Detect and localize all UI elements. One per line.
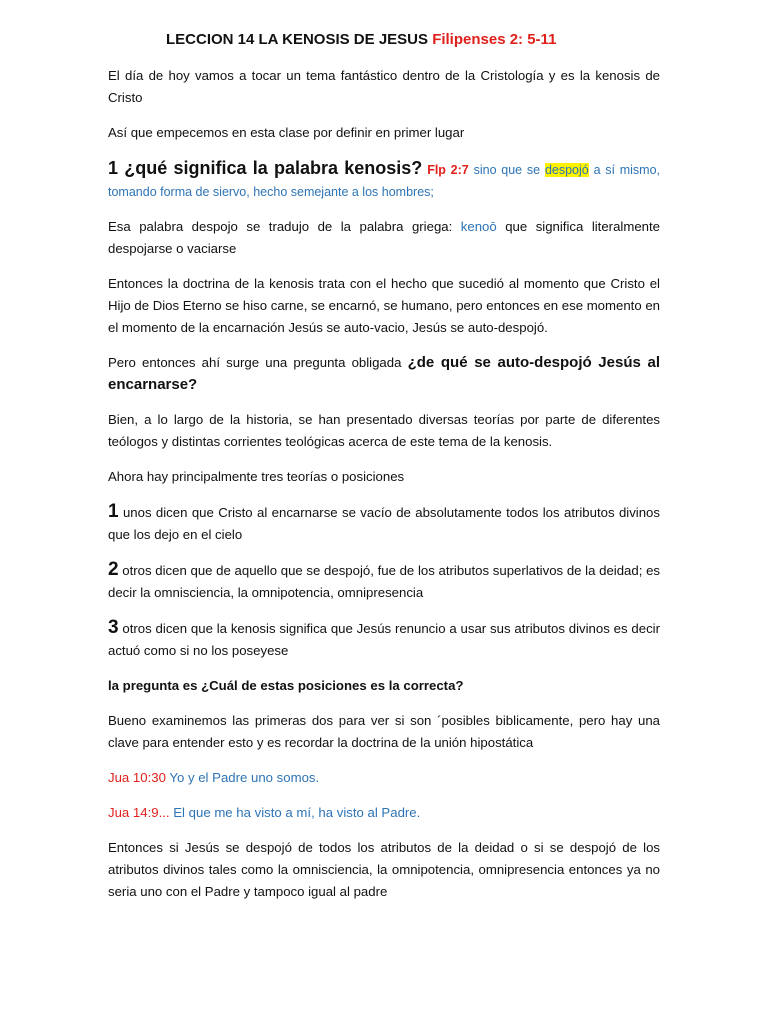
verse-john-14-9-text: El que me ha visto a mí, ha visto al Padre. (173, 805, 421, 820)
theory-2-number: 2 (108, 559, 119, 580)
question-1-block (108, 157, 660, 203)
definition-intro-paragraph: Así que empecemos en esta clase por definir en primer lugar (108, 125, 465, 140)
question-2-lead: Pero entonces ahí surge una pregunta obligada (108, 355, 402, 370)
lesson-scripture-reference: Filipenses 2: 5-11 (432, 31, 557, 48)
theory-3-paragraph (108, 617, 660, 662)
question-2-text: ¿de qué se auto-despojó Jesús al encarnarse? (108, 354, 660, 393)
question-1-verse-after: a sí mismo, tomando forma de siervo, hecho semejante a los hombres; (108, 163, 661, 199)
question-1-heading: 1 ¿qué significa la palabra kenosis? (108, 158, 423, 178)
theory-2-text: otros dicen que de aquello que se despojó, fue de los atributos superlativos de la deidad; es decir la omnisciencia, la omnipotencia, omnipresencia (108, 563, 660, 600)
theory-3-number: 3 (108, 617, 119, 638)
theories-intro-paragraph: Ahora hay principalmente tres teorías o posiciones (108, 469, 405, 484)
lesson-title-text: LECCION 14 LA KENOSIS DE JESUS (166, 31, 429, 48)
theory-2-paragraph (108, 559, 660, 604)
hypostatic-union-paragraph: Bueno examinemos las primeras dos para ver si son ´posibles biblicamente, pero hay una clave para entender esto y es recordar la doctrina de la unión hipostática (108, 713, 660, 750)
lesson-title (166, 28, 660, 52)
question-1-verse-highlight: despojó (544, 163, 589, 177)
conclusion-paragraph: Entonces si Jesús se despojó de todos los atributos de la deidad o si se despojó de los atributos divinos tales como la omnisciencia, la omnipotencia, omnipresencia entonces ya no seria uno con el Padre y tampoco igual al padre (108, 840, 660, 899)
theory-1-paragraph (108, 501, 660, 546)
verse-john-10-30 (108, 767, 660, 789)
question-2-paragraph (108, 352, 660, 396)
greek-word: kenoō (460, 219, 497, 234)
verse-john-10-30-reference: Jua 10:30 (108, 770, 166, 785)
theory-3-text: otros dicen que la kenosis significa que Jesús renuncio a usar sus atributos divinos es decir actuó como si no los poseyese (108, 621, 660, 658)
doctrine-paragraph: Entonces la doctrina de la kenosis trata con el hecho que sucedió al momento que Cristo el Hijo de Dios Eterno se hiso carne, se encarnó, se humano, pero entonces en ese momento en el momento de la encarnación Jesús se auto-vacio, Jesús se auto-despojó. (108, 276, 661, 335)
verse-john-14-9 (108, 802, 660, 824)
verse-john-14-9-reference: Jua 14:9... (108, 805, 170, 820)
which-position-question: la pregunta es ¿Cuál de estas posiciones es la correcta? (108, 678, 464, 693)
question-1-verse-reference: Flp 2:7 (427, 163, 469, 177)
greek-word-before: Esa palabra despojo se tradujo de la palabra griega: (108, 219, 453, 234)
verse-john-10-30-text: Yo y el Padre uno somos. (169, 770, 320, 785)
question-1-verse-before: sino que se (473, 163, 541, 177)
intro-paragraph: El día de hoy vamos a tocar un tema fantástico dentro de la Cristología y es la kenosis de Cristo (108, 68, 660, 105)
history-paragraph: Bien, a lo largo de la historia, se han presentado diversas teorías por parte de diferentes teólogos y distintas corrientes teológicas acerca de este tema de la kenosis. (108, 412, 660, 449)
theory-1-text: unos dicen que Cristo al encarnarse se vacío de absolutamente todos los atributos divinos que los dejo en el cielo (108, 505, 660, 542)
theory-1-number: 1 (108, 501, 119, 522)
greek-word-paragraph (108, 216, 660, 260)
greek-word-after: que significa literalmente despojarse o vaciarse (108, 219, 660, 256)
